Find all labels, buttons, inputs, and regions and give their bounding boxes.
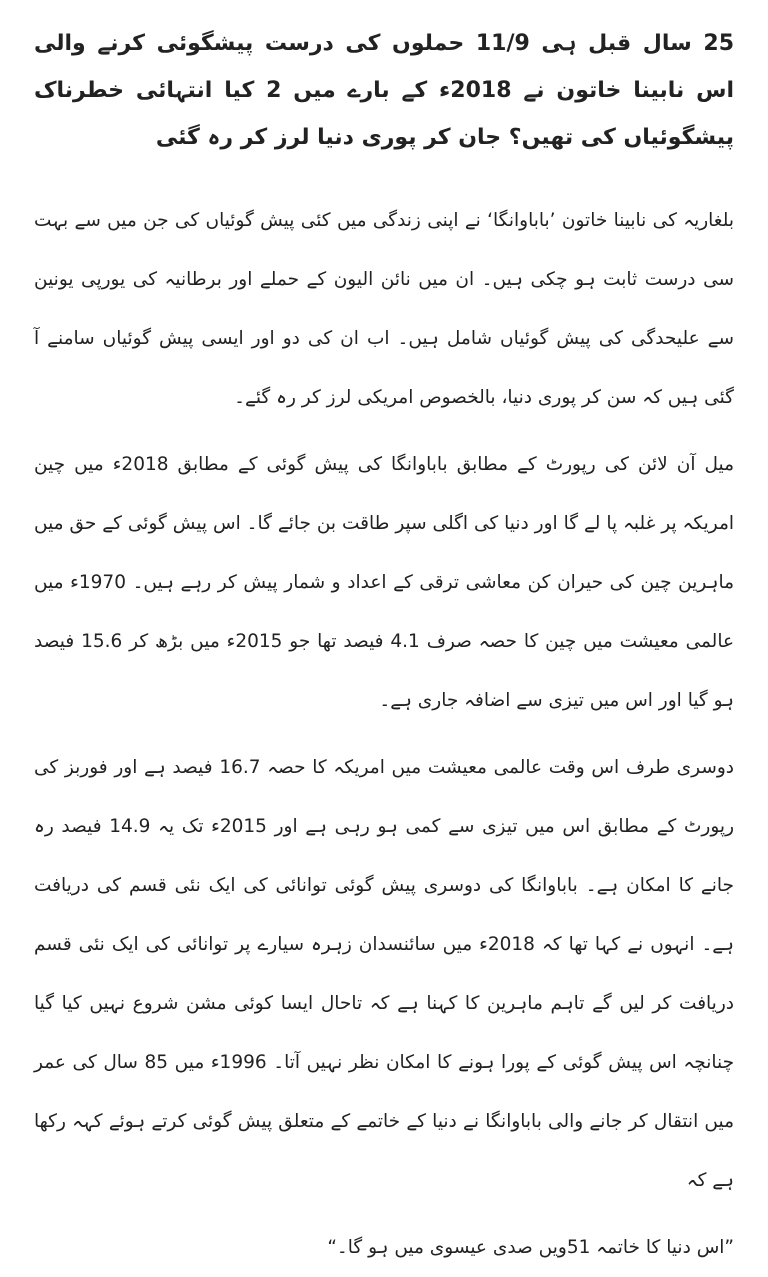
article-closing-quote: ”اس دنیا کا خاتمہ 51ویں صدی عیسوی میں ہو گا۔“ [327,1237,734,1258]
article-paragraph-china-prediction: میل آن لائن کی رپورٹ کے مطابق باباوانگا کی پیش گوئی کے مطابق 2018ء میں چین امریکہ پر غلبہ پا لے گا اور دنیا کی اگلی سپر طاقت بن جائے گا۔ اس پیش گوئی کے حق میں ماہرین چین کی حیران کن معاشی ترقی کے اعداد و شمار پیش کر رہے ہیں۔ 1970ء میں عالمی معیشت میں چین کا حصہ صرف 4.1 فیصد تھا جو 2015ء میں بڑھ کر 15.6 فیصد ہو گیا اور اس میں تیزی سے اضافہ جاری ہے۔ [34,454,735,711]
article-paragraph-intro: بلغاریہ کی نابینا خاتون ’باباوانگا‘ نے اپنی زندگی میں کئی پیش گوئیاں کی جن میں سے بہت سی درست ثابت ہو چکی ہیں۔ ان میں نائن الیون کے حملے اور برطانیہ کی یورپی یونین سے علیحدگی کی پیش گوئیاں شامل ہیں۔ اب ان کی دو اور ایسی پیش گوئیاں سامنے آ گئی ہیں کہ سن کر پوری دنیا، بالخصوص امریکی لرز کر رہ گئے۔ [34,210,734,408]
article-headline: 25 سال قبل ہی 11/9 حملوں کی درست پیشگوئی کرنے والی اس نابینا خاتون نے 2018ء کے بارے میں 2 کیا انتہائی خطرناک پیشگوئیاں کی تھیں؟ جان کر پوری دنیا لرز کر رہ گئی [34,31,735,150]
article-paragraph-energy-prediction: دوسری طرف اس وقت عالمی معیشت میں امریکہ کا حصہ 16.7 فیصد ہے اور فوربز کی رپورٹ کے مطابق اس میں تیزی سے کمی ہو رہی ہے اور 2015ء تک یہ 14.9 فیصد رہ جانے کا امکان ہے۔ باباوانگا کی دوسری پیش گوئی توانائی کی ایک نئی قسم کی دریافت ہے۔ انہوں نے کہا تھا کہ 2018ء میں سائنسدان زہرہ سیارے پر توانائی کی ایک نئی قسم دریافت کر لیں گے تاہم ماہرین کا کہنا ہے کہ تاحال ایسا کوئی مشن شروع نہیں کیا گیا چنانچہ اس پیش گوئی کے پورا ہونے کا امکان نظر نہیں آتا۔ 1996ء میں 85 سال کی عمر میں انتقال کر جانے والی باباوانگا نے دنیا کے خاتمے کے متعلق پیش گوئی کرتے ہوئے کہہ رکھا ہے کہ [34,757,735,1191]
